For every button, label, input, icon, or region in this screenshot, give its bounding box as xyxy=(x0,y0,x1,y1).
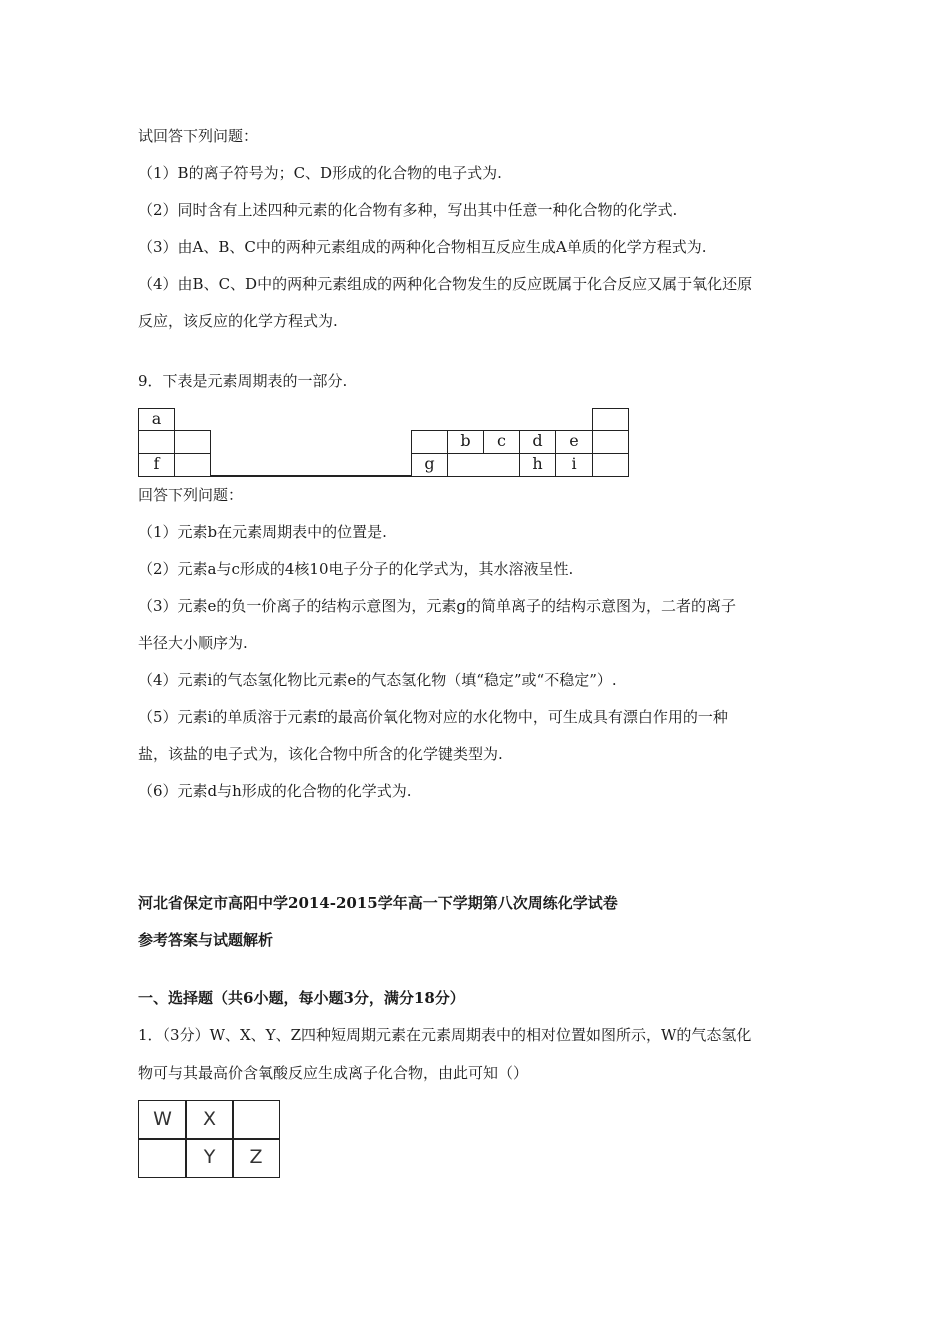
cell-empty xyxy=(174,453,211,477)
cell-empty xyxy=(592,408,629,431)
question-line: 1．（3分）W、X、Y、Z四种短周期元素在元素周期表中的相对位置如图所示，W的气态氢化 xyxy=(138,1026,752,1044)
question-line: 半径大小顺序为. xyxy=(138,634,248,652)
question-line: （6）元素d与h形成的化合物的化学式为. xyxy=(138,782,412,800)
cell-a: a xyxy=(138,408,175,431)
cell-z: Z xyxy=(232,1138,280,1178)
question-line: （4）元素i的气态氢化物比元素e的气态氢化物（填“稳定”或“不稳定”）. xyxy=(138,671,617,689)
cell-i: i xyxy=(555,453,593,477)
question-line: （1）B的离子符号为；C、D形成的化合物的电子式为. xyxy=(138,164,502,182)
cell-w: W xyxy=(138,1100,187,1140)
question-line: 反应，该反应的化学方程式为. xyxy=(138,312,338,330)
question-line: （2）同时含有上述四种元素的化合物有多种，写出其中任意一种化合物的化学式. xyxy=(138,201,678,219)
cell-empty xyxy=(411,430,448,454)
instruction-text: 回答下列问题： xyxy=(138,486,244,504)
question-line: （4）由B、C、D中的两种元素组成的两种化合物发生的反应既属于化合反应又属于氧化还原 xyxy=(138,275,753,293)
cell-empty xyxy=(174,430,211,454)
question-line: （2）元素a与c形成的4核10电子分子的化学式为，其水溶液呈性. xyxy=(138,560,574,578)
question-line: 盐，该盐的电子式为，该化合物中所含的化学键类型为. xyxy=(138,745,503,763)
answers-title: 河北省保定市高阳中学2014-2015学年高一下学期第八次周练化学试卷 xyxy=(138,894,618,912)
cell-empty xyxy=(138,1138,187,1178)
cell-d: d xyxy=(519,430,556,454)
question-line: （5）元素i的单质溶于元素f的最高价氧化物对应的水化物中，可生成具有漂白作用的一种 xyxy=(138,708,728,726)
answers-subtitle: 参考答案与试题解析 xyxy=(138,931,274,949)
cell-f: f xyxy=(138,453,175,477)
cell-empty xyxy=(232,1100,280,1140)
table-bottom-line xyxy=(210,475,412,477)
cell-empty xyxy=(592,430,629,454)
cell-h: h xyxy=(519,453,556,477)
wxyz-position-grid xyxy=(138,1100,280,1178)
cell-empty xyxy=(138,430,175,454)
question-line: （1）元素b在元素周期表中的位置是. xyxy=(138,523,387,541)
question-line: （3）元素e的负一价离子的结构示意图为，元素g的简单离子的结构示意图为，二者的离子 xyxy=(138,597,737,615)
question-line: 物可与其最高价含氧酸反应生成离子化合物，由此可知（） xyxy=(138,1064,529,1082)
cell-empty xyxy=(447,453,520,477)
cell-c: c xyxy=(483,430,520,454)
cell-y: Y xyxy=(185,1138,234,1178)
cell-g: g xyxy=(411,453,448,477)
question-line: （3）由A、B、C中的两种元素组成的两种化合物相互反应生成A单质的化学方程式为. xyxy=(138,238,707,256)
cell-x: X xyxy=(185,1100,234,1140)
cell-b: b xyxy=(447,430,484,454)
section-heading: 一、选择题（共6小题，每小题3分，满分18分） xyxy=(138,989,465,1007)
intro-text: 试回答下列问题： xyxy=(138,127,259,145)
cell-e: e xyxy=(555,430,593,454)
question-9-title: 9．下表是元素周期表的一部分. xyxy=(138,372,348,390)
cell-empty xyxy=(592,453,629,477)
